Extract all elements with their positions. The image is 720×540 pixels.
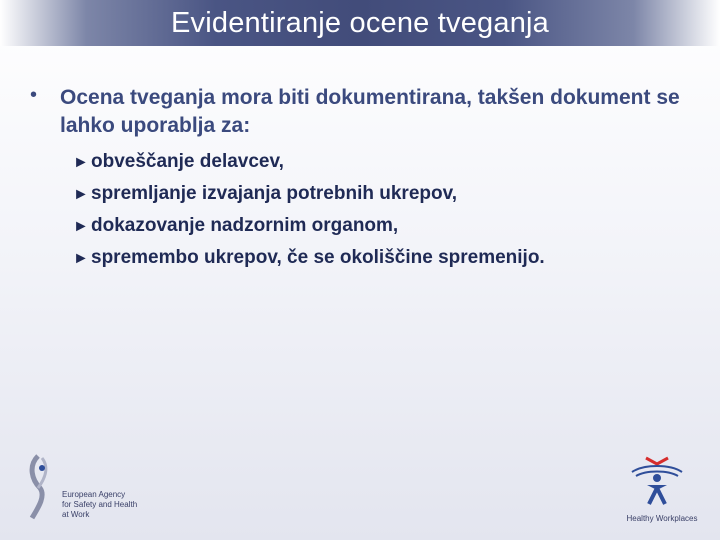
sub-bullet-text: obveščanje delavcev, — [91, 151, 284, 172]
sub-bullet-item — [73, 210, 693, 242]
sub-bullet-item — [73, 146, 693, 178]
sub-bullet-item — [73, 178, 693, 210]
bullet-text: Ocena tveganja mora biti dokumentirana, takšen dokument se lahko uporablja za: — [60, 86, 680, 137]
title-bar — [0, 0, 720, 46]
triangle-bullet-icon: ► — [73, 218, 89, 235]
sub-bullet-text: spremembo ukrepov, če se okoliščine spremenijo. — [91, 247, 545, 268]
sub-bullet-item — [73, 242, 693, 274]
agency-name: European Agency for Safety and Health at Work — [62, 490, 138, 519]
campaign-name: Healthy Workplaces — [626, 514, 698, 523]
triangle-bullet-icon: ► — [73, 186, 89, 203]
triangle-bullet-icon: ► — [73, 250, 89, 267]
page-title: Evidentiranje ocene tveganja — [170, 7, 550, 39]
bullet-marker: • — [30, 84, 38, 106]
sub-bullet-text: dokazovanje nadzornim organom, — [91, 215, 399, 236]
triangle-bullet-icon: ► — [73, 154, 89, 171]
sub-bullet-text: spremljanje izvajanja potrebnih ukrepov, — [91, 183, 458, 204]
healthy-workplaces-logo-icon — [622, 452, 692, 512]
sub-bullet-list — [73, 146, 693, 274]
